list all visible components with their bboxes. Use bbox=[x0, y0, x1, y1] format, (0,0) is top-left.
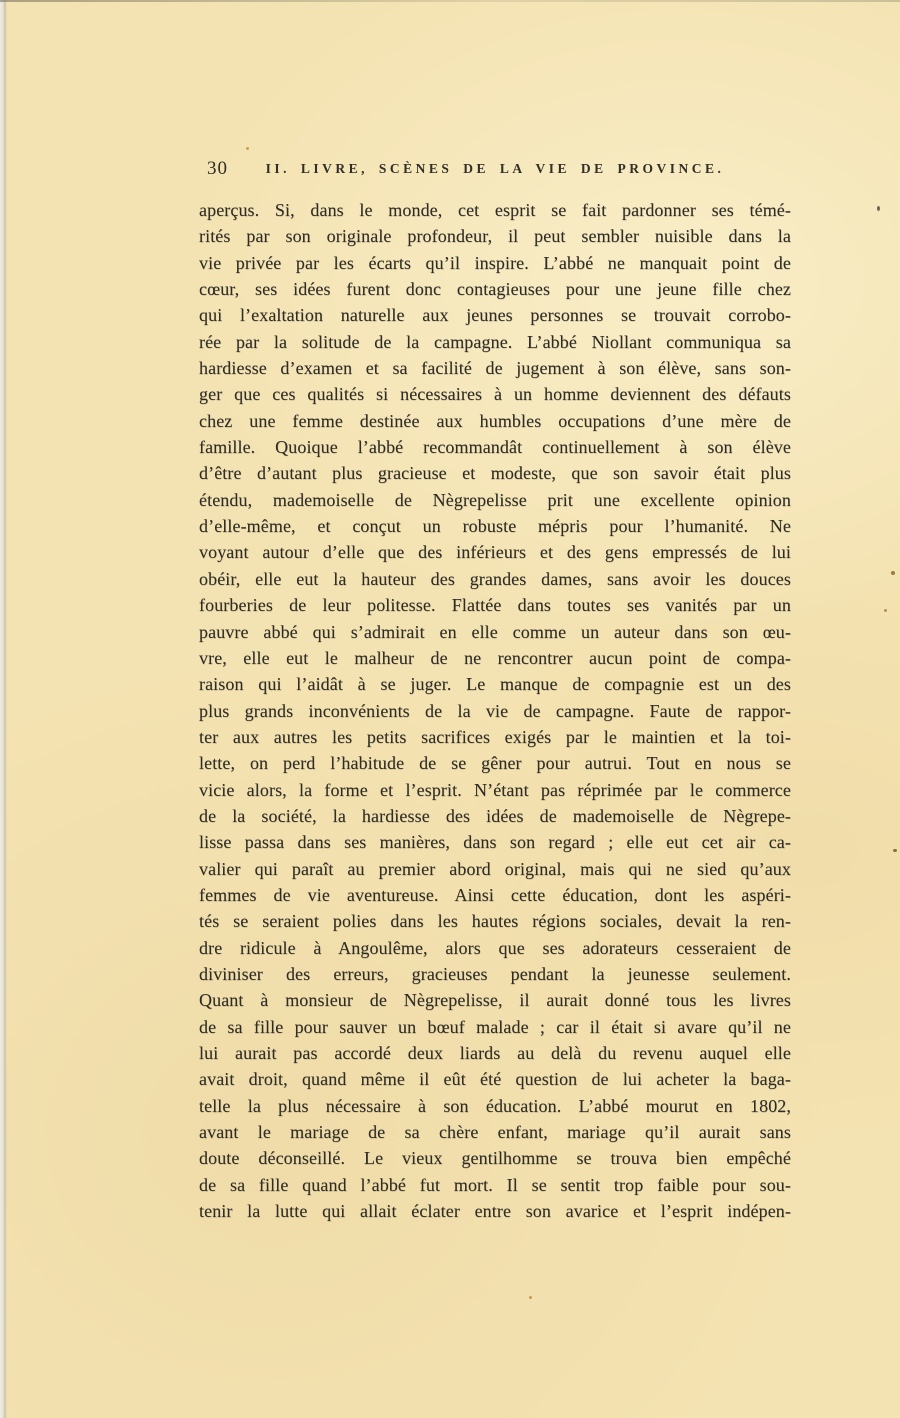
text-line: de sa fille quand l’abbé fut mort. Il se sentit trop faible pour sou- bbox=[199, 1174, 791, 1195]
page-top-edge bbox=[0, 0, 900, 2]
text-line: vre, elle eut le malheur de ne rencontrer aucun point de compa- bbox=[199, 647, 791, 668]
text-line: ger que ces qualités si nécessaires à un homme deviennent des défauts bbox=[199, 384, 791, 405]
ink-speck bbox=[891, 571, 895, 575]
text-line: tés se seraient polies dans les hautes régions sociales, devait la ren- bbox=[199, 911, 791, 932]
text-line: avant le mariage de sa chère enfant, mariage qu’il aurait sans bbox=[199, 1122, 791, 1143]
text-line: telle la plus nécessaire à son éducation. L’abbé mourut en 1802, bbox=[199, 1095, 791, 1116]
ink-speck bbox=[246, 147, 249, 150]
text-line: Quant à monsieur de Nègrepelisse, il aurait donné tous les livres bbox=[199, 990, 791, 1011]
text-line: cœur, ses idées furent donc contagieuses pour une jeune fille chez bbox=[199, 279, 791, 300]
text-line: hardiesse d’examen et sa facilité de jugement à son élève, sans son- bbox=[199, 358, 791, 379]
text-line: vie privée par les écarts qu’il inspire. L’abbé ne manquait point de bbox=[199, 252, 791, 273]
running-title: II. LIVRE, SCÈNES DE LA VIE DE PROVINCE. bbox=[265, 161, 725, 176]
text-line: avait droit, quand même il eût été question de lui acheter la baga- bbox=[199, 1069, 791, 1090]
text-line: lui aurait pas accordé deux liards au delà du revenu auquel elle bbox=[199, 1043, 791, 1063]
text-line: d’être d’autant plus gracieuse et modeste, que son savoir était plus bbox=[199, 463, 791, 484]
body-text-block bbox=[199, 197, 791, 1224]
running-header bbox=[199, 158, 791, 182]
text-line: femmes de vie aventureuse. Ainsi cette éducation, dont les aspéri- bbox=[199, 884, 791, 905]
text-line: tenir la lutte qui allait éclater entre son avarice et l’esprit indépen- bbox=[199, 1201, 791, 1222]
text-line: valier qui paraît au premier abord original, mais qui ne sied qu’aux bbox=[199, 858, 791, 879]
text-line: vicie alors, la forme et l’esprit. N’étant pas réprimée par le commerce bbox=[199, 779, 791, 800]
text-line: diviniser des erreurs, gracieuses pendant la jeunesse seulement. bbox=[199, 963, 791, 984]
text-line: doute déconseillé. Le vieux gentilhomme se trouva bien empêché bbox=[199, 1148, 791, 1169]
text-line: d’elle-même, et conçut un robuste mépris pour l’humanité. Ne bbox=[199, 516, 791, 537]
ink-speck bbox=[884, 609, 887, 612]
text-line: qui l’exaltation naturelle aux jeunes personnes se trouvait corrobo- bbox=[199, 305, 791, 326]
text-line: raison qui l’aidât à se juger. Le manque de compagnie est un des bbox=[199, 674, 791, 695]
text-line: voyant autour d’elle que des inférieurs et des gens empressés de lui bbox=[199, 542, 791, 563]
text-line: famille. Quoique l’abbé recommandât continuellement à son élève bbox=[199, 437, 791, 458]
text-line: de la société, la hardiesse des idées de mademoiselle de Nègrepe- bbox=[199, 805, 791, 826]
text-line: ter aux autres les petits sacrifices exigés par le maintien et la toi- bbox=[199, 726, 791, 747]
text-line: lisse passa dans ses manières, dans son regard ; elle eut cet air ca- bbox=[199, 832, 791, 853]
text-line: rée par la solitude de la campagne. L’abbé Niollant communiqua sa bbox=[199, 331, 791, 352]
text-line: étendu, mademoiselle de Nègrepelisse prit une excellente opinion bbox=[199, 489, 791, 510]
text-line: plus grands inconvénients de la vie de campagne. Faute de rappor- bbox=[199, 700, 791, 721]
text-line: de sa fille pour sauver un bœuf malade ; car il était si avare qu’il ne bbox=[199, 1016, 791, 1037]
text-line: dre ridicule à Angoulême, alors que ses adorateurs cesseraient de bbox=[199, 937, 791, 958]
ink-speck bbox=[877, 206, 880, 211]
text-line: obéir, elle eut la hauteur des grandes dames, sans avoir les douces bbox=[199, 568, 791, 589]
page-number: 30 bbox=[207, 158, 228, 179]
text-line: aperçus. Si, dans le monde, cet esprit se fait pardonner ses témé- bbox=[199, 200, 791, 220]
text-line: rités par son originale profondeur, il peut sembler nuisible dans la bbox=[199, 226, 791, 247]
text-line: fourberies de leur politesse. Flattée dans toutes ses vanités par un bbox=[199, 595, 791, 616]
ink-speck bbox=[893, 849, 897, 852]
page-left-edge bbox=[0, 0, 7, 1418]
text-line: lette, on perd l’habitude de se gêner pour autrui. Tout en nous se bbox=[199, 753, 791, 774]
text-line: pauvre abbé qui s’admirait en elle comme un auteur dans son œu- bbox=[199, 621, 791, 642]
ink-speck bbox=[529, 1296, 532, 1299]
text-line: chez une femme destinée aux humbles occupations d’une mère de bbox=[199, 410, 791, 431]
